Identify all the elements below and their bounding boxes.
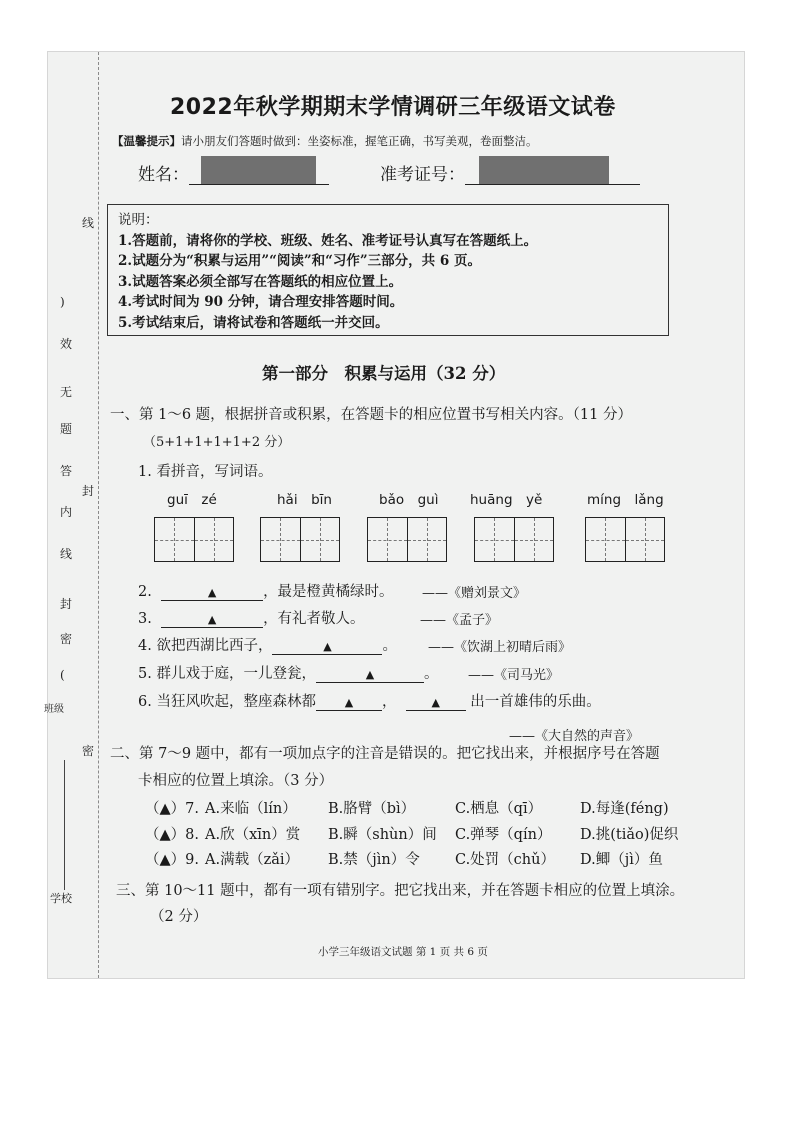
- writing-grid-4[interactable]: [474, 517, 554, 562]
- binding-note-seal: 封: [82, 484, 95, 498]
- q1-sub1: 1. 看拼音，写词语。: [138, 464, 273, 480]
- q2-row-9: （▲）9.: [145, 852, 199, 868]
- name-redaction: [201, 156, 316, 184]
- instruction-item: 5.考试结束后，请将试卷和答题纸一并交回。: [118, 314, 389, 331]
- option-c[interactable]: C.处罚（chǔ）: [455, 852, 555, 868]
- binding-note-8: 密: [60, 632, 73, 646]
- q1-sub4-source: ——《饮湖上初晴后雨》: [428, 640, 572, 655]
- pinyin-2: hǎi bīn: [277, 492, 332, 508]
- binding-note-2: 无: [60, 385, 73, 399]
- q2-instruction-line1: 二、第 7～9 题中，都有一项加点字的注音是错误的。把它找出来，并根据序号在答题: [110, 746, 660, 762]
- warm-tip: [112, 133, 538, 149]
- name-field: [138, 160, 329, 185]
- binding-paren-open: (: [60, 668, 65, 682]
- q1-instruction: 一、第 1～6 题，根据拼音或积累，在答题卡的相应位置书写相关内容。（11 分）: [110, 407, 632, 423]
- q3-instruction-line1: 三、第 10～11 题中，都有一项有错别字。把它找出来，并在答题卡相应的位置上填涂。: [116, 883, 685, 899]
- option-a[interactable]: A.欣（xīn）赏: [205, 827, 301, 843]
- answer-blank[interactable]: ▲: [406, 695, 466, 711]
- writing-grid-3[interactable]: [367, 517, 447, 562]
- option-d[interactable]: D.鲫（jì）鱼: [580, 852, 663, 868]
- page-footer: 小学三年级语文试题 第 1 页 共 6 页: [318, 946, 488, 958]
- instructions-heading: 说明：: [118, 212, 159, 228]
- q2-row-8: （▲）8.: [145, 827, 199, 843]
- q1-sub5: 5. 群儿戏于庭，一儿登瓮， ▲ 。: [138, 666, 439, 682]
- instructions-box: [107, 204, 669, 336]
- binding-mi: 密: [82, 744, 95, 758]
- q3-instruction-line2: （2 分）: [150, 909, 208, 925]
- option-c[interactable]: C.弹琴（qín）: [455, 827, 552, 843]
- name-line[interactable]: [189, 166, 329, 185]
- option-a[interactable]: A.满载（zǎi）: [205, 852, 300, 868]
- option-c[interactable]: C.栖息（qī）: [455, 801, 543, 817]
- q2-row-7: （▲）7.: [145, 801, 199, 817]
- q1-sub2-source: ——《赠刘景文》: [422, 586, 527, 601]
- binding-note-1: 效: [60, 337, 73, 351]
- binding-note-6: 线: [60, 547, 73, 561]
- instruction-item: 3.试题答案必须全部写在答题纸的相应位置上。: [118, 273, 403, 290]
- q1-scores: （5+1+1+1+1+2 分）: [143, 435, 291, 450]
- answer-blank[interactable]: ▲: [272, 639, 382, 655]
- option-b[interactable]: B.瞬（shùn）间: [328, 827, 437, 843]
- binding-line-label: 线: [82, 216, 95, 230]
- instruction-item: 1.答题前，请将你的学校、班级、姓名、准考证号认真写在答题纸上。: [118, 232, 538, 249]
- binding-note-5: 内: [60, 505, 73, 519]
- part1-title: 第一部分 积累与运用（32 分）: [262, 364, 506, 383]
- pinyin-1: guī zé: [167, 492, 217, 508]
- binding-note-4: 答: [60, 464, 73, 478]
- instruction-item: 2.试题分为“积累与运用”“阅读”和“习作”三部分，共 6 页。: [118, 253, 481, 269]
- binding-note-3: 题: [60, 422, 73, 436]
- answer-blank[interactable]: ▲: [316, 667, 424, 683]
- pinyin-3: bǎo guì: [379, 492, 439, 508]
- exam-id-field: [380, 160, 640, 185]
- binding-paren-close: ): [60, 295, 65, 309]
- name-label: 姓名：: [138, 165, 189, 185]
- q1-sub2: 2. ▲ ，最是橙黄橘绿时。: [138, 584, 394, 600]
- answer-blank[interactable]: ▲: [161, 612, 263, 628]
- q1-sub4: 4. 欲把西湖比西子， ▲ 。: [138, 638, 397, 654]
- q1-sub5-source: ——《司马光》: [468, 668, 560, 683]
- binding-cut-line: [98, 52, 99, 978]
- binding-class: 班级: [44, 704, 64, 715]
- writing-grid-5[interactable]: [585, 517, 665, 562]
- writing-grid-1[interactable]: [154, 517, 234, 562]
- q1-sub6: 6. 当狂风吹起，整座森林都 ▲ ， ▲ 出一首雄伟的乐曲。: [138, 694, 601, 710]
- q2-instruction-line2: 卡相应的位置上填涂。（3 分）: [138, 773, 334, 789]
- q1-sub6-source: ——《大自然的声音》: [509, 729, 640, 744]
- pinyin-5: míng lǎng: [587, 492, 664, 508]
- binding-school: 学校: [50, 892, 72, 905]
- warm-tip-text: 请小朋友们答题时做到：坐姿标准，握笔正确，书写美观，卷面整洁。: [181, 134, 538, 148]
- option-a[interactable]: A.来临（lín）: [205, 801, 297, 817]
- q1-sub3: 3. ▲ ，有礼者敬人。: [138, 611, 365, 627]
- instruction-item: 4.考试时间为 90 分钟，请合理安排答题时间。: [118, 294, 404, 310]
- option-d[interactable]: D.挑(tiǎo)促织: [580, 827, 679, 843]
- warm-tip-label: 【温馨提示】: [112, 134, 181, 148]
- option-b[interactable]: B.禁（jìn）令: [328, 852, 420, 868]
- binding-note-7: 封: [60, 597, 73, 611]
- option-b[interactable]: B.胳臂（bì）: [328, 801, 416, 817]
- exam-id-redaction: [479, 156, 609, 184]
- exam-id-line[interactable]: [465, 166, 640, 185]
- exam-title: 2022年秋学期期末学情调研三年级语文试卷: [170, 95, 616, 120]
- writing-grid-2[interactable]: [260, 517, 340, 562]
- exam-id-label: 准考证号：: [380, 165, 465, 185]
- answer-blank[interactable]: ▲: [161, 585, 263, 601]
- option-d[interactable]: D.每逢(féng): [580, 801, 669, 817]
- q1-sub3-source: ——《孟子》: [420, 613, 499, 628]
- pinyin-4: huāng yě: [470, 492, 543, 508]
- answer-blank[interactable]: ▲: [316, 695, 382, 711]
